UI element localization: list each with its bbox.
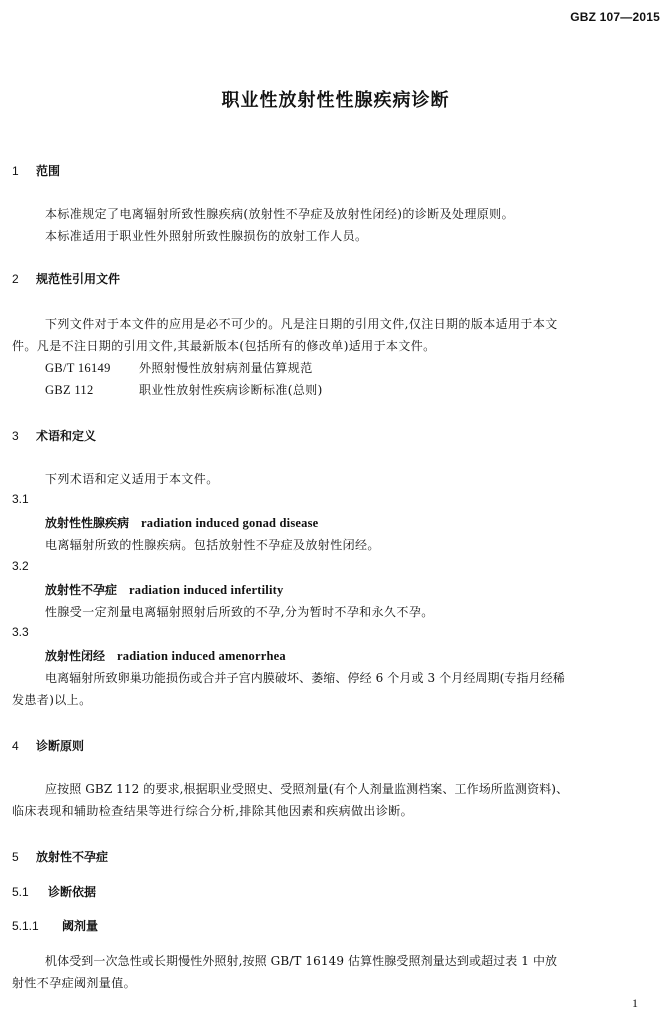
term-heading xyxy=(45,647,286,664)
section-number: 4 xyxy=(12,739,19,753)
section-number: 1 xyxy=(12,164,19,178)
subsection-title: 诊断依据 xyxy=(48,885,97,899)
term-heading xyxy=(45,514,318,531)
paragraph: 下列文件对于本文件的应用是必不可少的。凡是注日期的引用文件,仅注日期的版本适用于本文 xyxy=(45,317,558,331)
section-3-heading xyxy=(12,427,96,444)
term-en: radiation induced gonad disease xyxy=(141,516,319,530)
term-zh: 放射性性腺疾病 xyxy=(45,516,130,530)
term-zh: 放射性不孕症 xyxy=(45,583,118,597)
section-title: 范围 xyxy=(36,164,61,178)
paragraph-continued: 临床表现和辅助检查结果等进行综合分析,排除其他因素和疾病做出诊断。 xyxy=(12,804,414,818)
reference-name: 职业性放射性疾病诊断标准(总则) xyxy=(139,383,323,397)
document-title: 职业性放射性性腺疾病诊断 xyxy=(221,90,450,111)
reference-item xyxy=(45,381,323,398)
subsection-number: 5.1.1 xyxy=(12,919,39,933)
term-number: 3.3 xyxy=(12,625,29,639)
section-4-heading xyxy=(12,737,84,754)
term-number: 3.2 xyxy=(12,559,29,573)
term-heading xyxy=(45,581,283,598)
section-number: 2 xyxy=(12,272,19,286)
standard-number: GBZ 107—2015 xyxy=(570,10,660,24)
section-1-heading xyxy=(12,162,60,179)
term-definition: 电离辐射所致卵巢功能损伤或合并子宫内膜破坏、萎缩、停经 6 个月或 3 个月经周期(专指月经稀 xyxy=(45,671,565,685)
term-definition: 电离辐射所致的性腺疾病。包括放射性不孕症及放射性闭经。 xyxy=(45,538,380,552)
term-definition-continued: 发患者)以上。 xyxy=(12,693,92,707)
paragraph: 应按照 GBZ 112 的要求,根据职业受照史、受照剂量(有个人剂量监测档案、工作场所监测资料)、 xyxy=(45,782,569,796)
term-definition: 性腺受一定剂量电离辐射照射后所致的不孕,分为暂时不孕和永久不孕。 xyxy=(45,605,434,619)
paragraph-continued: 件。凡是不注日期的引用文件,其最新版本(包括所有的修改单)适用于本文件。 xyxy=(12,339,436,353)
page-number: 1 xyxy=(632,996,638,1010)
paragraph: 下列术语和定义适用于本文件。 xyxy=(45,472,219,486)
section-number: 5 xyxy=(12,850,19,864)
term-en: radiation induced infertility xyxy=(129,583,284,597)
section-title: 放射性不孕症 xyxy=(36,850,109,864)
section-title: 诊断原则 xyxy=(36,739,85,753)
reference-name: 外照射慢性放射病剂量估算规范 xyxy=(139,361,313,375)
section-title: 规范性引用文件 xyxy=(36,272,121,286)
subsection-title: 阈剂量 xyxy=(62,919,99,933)
term-number: 3.1 xyxy=(12,492,29,506)
subsection-5-1-1-heading xyxy=(12,917,98,934)
paragraph: 本标准规定了电离辐射所致性腺疾病(放射性不孕症及放射性闭经)的诊断及处理原则。 xyxy=(45,207,514,221)
reference-item xyxy=(45,359,313,376)
paragraph-continued: 射性不孕症阈剂量值。 xyxy=(12,976,137,990)
reference-code: GBZ 112 xyxy=(45,383,94,397)
section-2-heading xyxy=(12,270,120,287)
subsection-number: 5.1 xyxy=(12,885,29,899)
section-title: 术语和定义 xyxy=(36,429,97,443)
term-zh: 放射性闭经 xyxy=(45,649,106,663)
subsection-5-1-heading xyxy=(12,883,96,900)
term-en: radiation induced amenorrhea xyxy=(117,649,286,663)
section-5-heading xyxy=(12,848,108,865)
section-number: 3 xyxy=(12,429,19,443)
reference-code: GB/T 16149 xyxy=(45,361,111,375)
paragraph: 本标准适用于职业性外照射所致性腺损伤的放射工作人员。 xyxy=(45,229,368,243)
paragraph: 机体受到一次急性或长期慢性外照射,按照 GB/T 16149 估算性腺受照剂量达到或超过表 1 中放 xyxy=(45,954,558,968)
